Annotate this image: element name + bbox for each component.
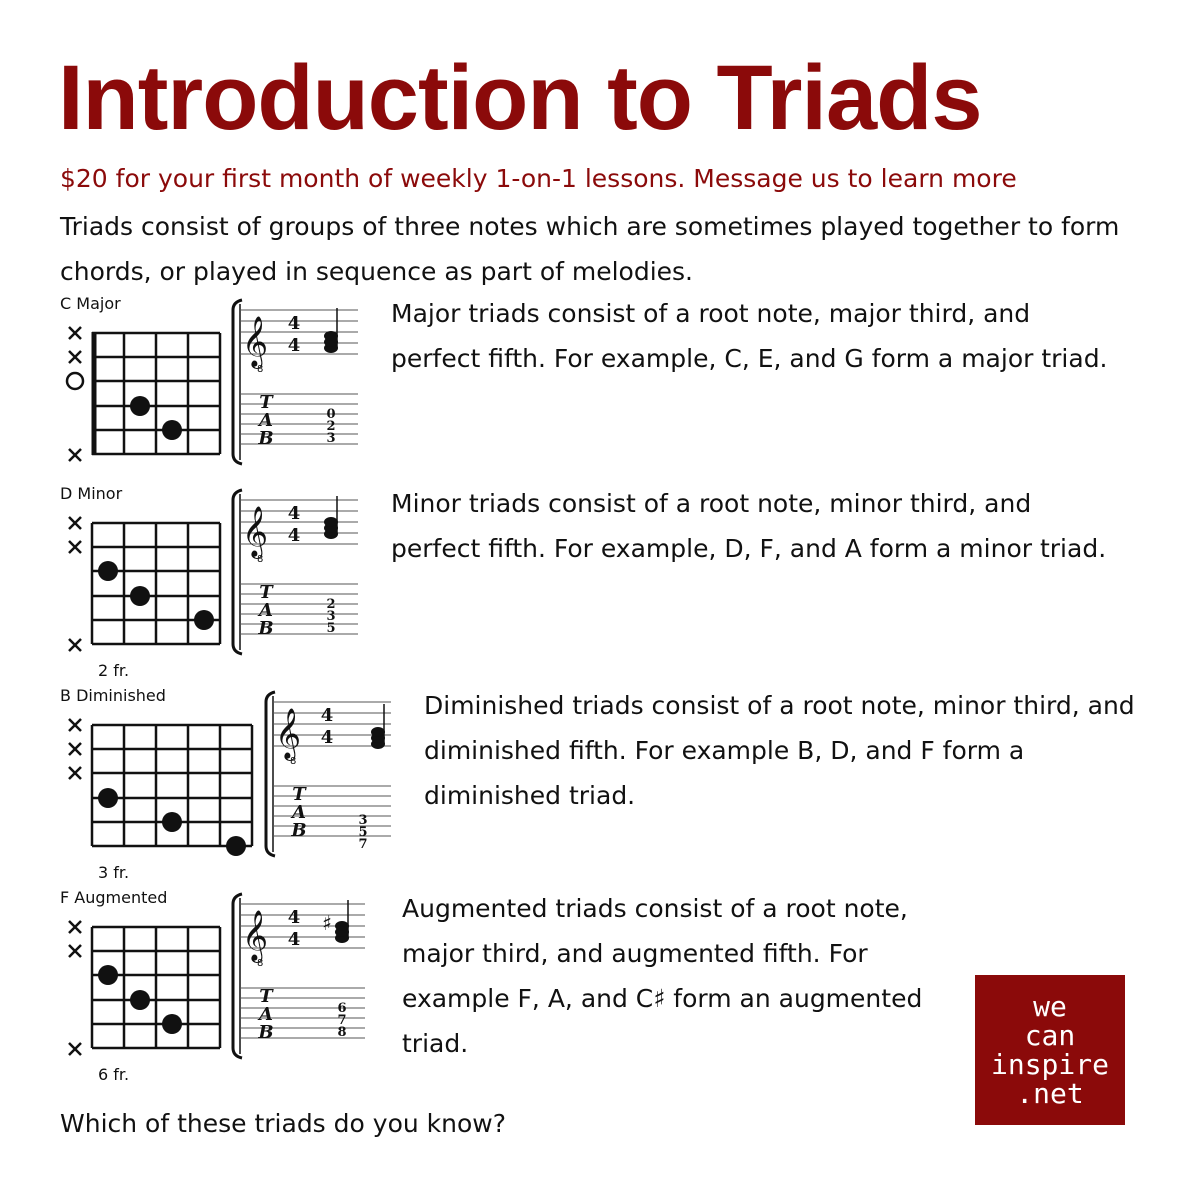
svg-text:8: 8 xyxy=(257,958,264,969)
svg-text:A: A xyxy=(259,600,273,621)
fretboard-d-minor xyxy=(60,510,230,660)
sharp-icon: ♯ xyxy=(322,911,332,935)
intro-paragraph: Triads consist of groups of three notes which are sometimes played together to form chords, or played in sequence as part of melodies. xyxy=(60,212,1120,286)
svg-text:4: 4 xyxy=(287,503,301,524)
logo-line: can xyxy=(1024,1019,1076,1052)
closing-question: Which of these triads do you know? xyxy=(60,1109,506,1138)
svg-text:T: T xyxy=(259,986,273,1007)
svg-text:4: 4 xyxy=(287,525,301,546)
treble-clef-icon: 𝄞 xyxy=(242,910,269,961)
notation-f-augmented xyxy=(230,890,370,1062)
treble-clef-icon: 𝄞 xyxy=(275,708,302,759)
description-c-major: Major triads consist of a root note, major third, and perfect fifth. For example, C, E, and G form a major triad. xyxy=(391,299,1108,373)
tab-number: 2 xyxy=(326,597,336,612)
svg-text:8: 8 xyxy=(290,756,297,767)
svg-text:B: B xyxy=(258,618,274,639)
chord-name-b-diminished: B Diminished xyxy=(60,686,166,705)
fret-label-d-minor: 2 fr. xyxy=(98,661,130,680)
svg-text:4: 4 xyxy=(320,727,334,748)
fret-label-f-augmented: 6 fr. xyxy=(98,1065,130,1084)
svg-text:A: A xyxy=(292,802,306,823)
description-f-augmented: Augmented triads consist of a root note, major third, and augmented fifth. For example F, A, and C♯ form an augmented triad. xyxy=(402,894,923,1058)
notation-d-minor xyxy=(230,486,365,658)
tab-number: 5 xyxy=(326,621,336,636)
svg-text:4: 4 xyxy=(287,335,301,356)
svg-text:4: 4 xyxy=(320,705,334,726)
chord-name-f-augmented: F Augmented xyxy=(60,888,168,907)
brand-logo xyxy=(975,975,1125,1125)
svg-text:4: 4 xyxy=(287,929,301,950)
notation-b-diminished xyxy=(263,688,398,860)
tab-number: 0 xyxy=(326,407,336,422)
logo-line: .net xyxy=(1016,1077,1084,1110)
svg-text:T: T xyxy=(292,784,306,805)
description-d-minor: Minor triads consist of a root note, minor third, and perfect fifth. For example, D, F, and A form a minor triad. xyxy=(391,489,1107,563)
tab-number: 7 xyxy=(337,1013,347,1028)
tab-number: 2 xyxy=(326,419,336,434)
tab-number: 8 xyxy=(337,1025,347,1040)
treble-clef-icon: 𝄞 xyxy=(242,316,269,367)
svg-text:A: A xyxy=(259,1004,273,1025)
tab-number: 7 xyxy=(358,837,368,852)
tab-number: 6 xyxy=(337,1001,347,1016)
svg-text:B: B xyxy=(258,1022,274,1043)
tab-number: 3 xyxy=(326,431,336,446)
svg-text:4: 4 xyxy=(287,907,301,928)
fretboard-f-augmented xyxy=(60,914,230,1064)
svg-text:4: 4 xyxy=(287,313,301,334)
tab-number: 3 xyxy=(326,609,336,624)
chord-name-d-minor: D Minor xyxy=(60,484,123,503)
fret-label-b-diminished: 3 fr. xyxy=(98,863,130,882)
fretboard-b-diminished xyxy=(60,712,260,862)
logo-line: we xyxy=(1033,990,1067,1023)
logo-line: inspire xyxy=(990,1048,1109,1081)
chord-name-c-major: C Major xyxy=(60,294,121,313)
tab-number: 3 xyxy=(358,813,368,828)
treble-clef-icon: 𝄞 xyxy=(242,506,269,557)
svg-text:8: 8 xyxy=(257,554,264,565)
notation-c-major xyxy=(230,296,365,468)
description-b-diminished: Diminished triads consist of a root note, minor third, and diminished fifth. For example B, D, and F form a diminished triad. xyxy=(424,691,1135,810)
svg-text:B: B xyxy=(258,428,274,449)
tab-number: 5 xyxy=(358,825,368,840)
svg-text:T: T xyxy=(259,582,273,603)
svg-text:8: 8 xyxy=(257,364,264,375)
svg-text:A: A xyxy=(259,410,273,431)
promo-text: $20 for your first month of weekly 1-on-1 lessons. Message us to learn more xyxy=(60,164,1017,193)
svg-text:T: T xyxy=(259,392,273,413)
page-title: Introduction to Triads xyxy=(58,47,982,149)
fretboard-c-major xyxy=(60,320,230,470)
svg-text:B: B xyxy=(291,820,307,841)
